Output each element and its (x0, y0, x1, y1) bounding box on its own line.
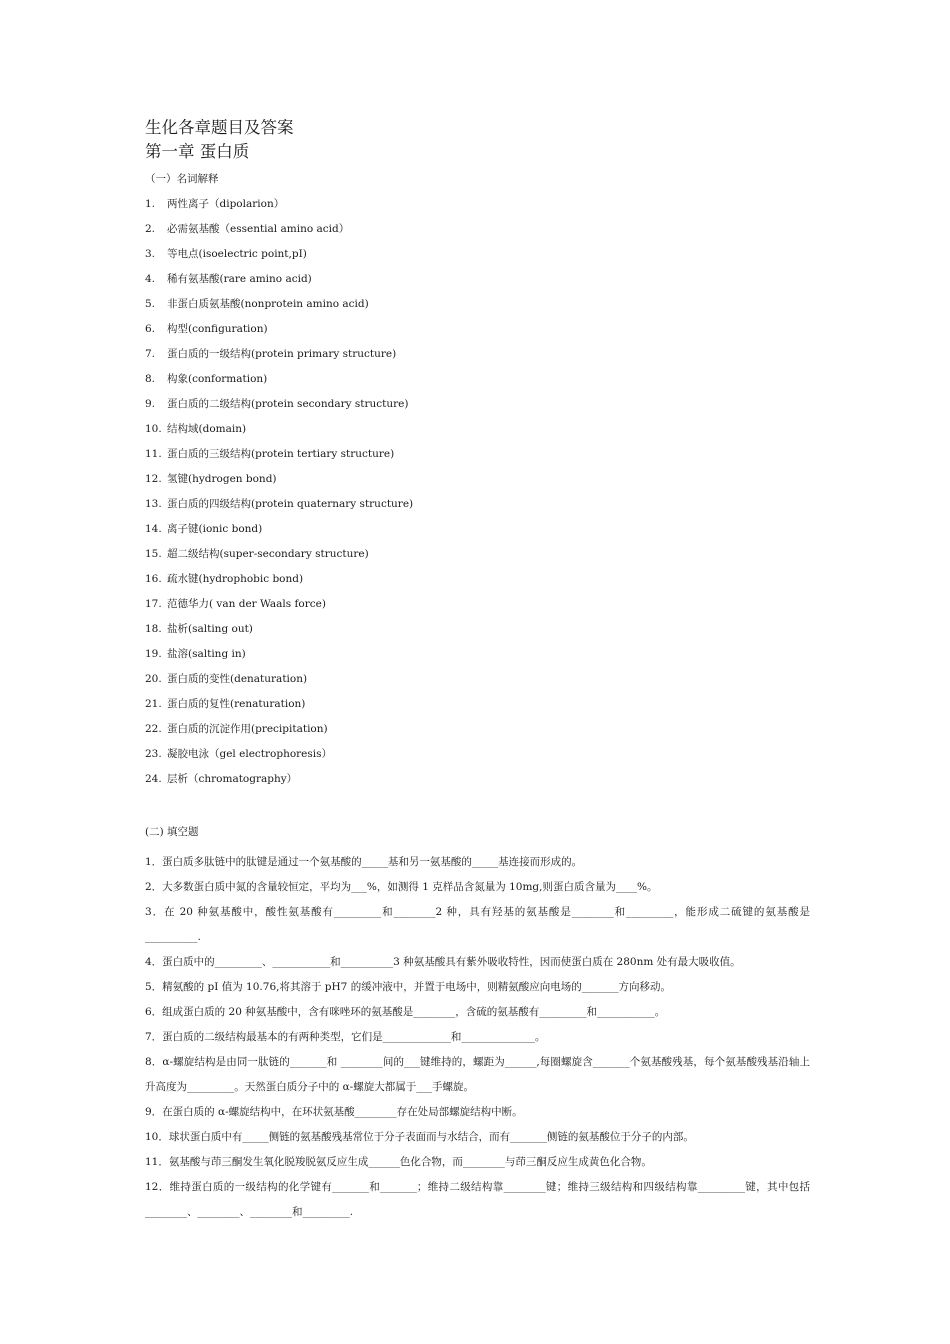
term-number: 4. (145, 273, 156, 285)
fill-in-question-list (145, 850, 810, 1225)
fill-in-question: 5．精氨酸的 pI 值为 10.76,将其溶于 pH7 的缓冲液中，并置于电场中，则精氨酸应向电场的_______方向移动。 (145, 981, 671, 993)
term-number: 1. (145, 198, 156, 210)
term-text: 层析（chromatography） (167, 773, 298, 785)
definition-term-item (145, 372, 810, 397)
definition-term-item (145, 522, 810, 547)
term-text: 蛋白质的复性(renaturation) (167, 698, 306, 710)
term-text: 蛋白质的变性(denaturation) (167, 673, 308, 685)
definition-term-item (145, 197, 810, 222)
term-number: 23. (145, 748, 162, 760)
fill-in-question: 10．球状蛋白质中有_____侧链的氨基酸残基常位于分子表面而与水结合，而有_______侧链的氨基酸位于分子的内部。 (145, 1131, 694, 1143)
definition-term-item (145, 747, 810, 772)
term-text: 蛋白质的三级结构(protein tertiary structure) (167, 448, 395, 460)
term-text: 蛋白质的四级结构(protein quaternary structure) (167, 498, 414, 510)
term-text: 等电点(isoelectric point,pI) (167, 248, 307, 260)
definition-term-item (145, 622, 810, 647)
definition-term-item (145, 347, 810, 372)
section-heading-definitions: （一）名词解释 (145, 173, 219, 185)
fill-in-question: 1．蛋白质多肽链中的肽键是通过一个氨基酸的_____基和另一氨基酸的_____基连接而形成的。 (145, 856, 583, 868)
term-text: 必需氨基酸（essential amino acid） (167, 223, 350, 235)
definition-term-item (145, 647, 810, 672)
term-number: 8. (145, 373, 156, 385)
term-number: 13. (145, 498, 162, 510)
fill-in-question: 8．α-螺旋结构是由同一肽链的_______和 ________间的___键维持的，螺距为______,每圈螺旋含_______个氨基酸残基，每个氨基酸残基沿轴上升高度为_________。天然蛋白质分子中的 α-螺旋大都属于___手螺旋。 (145, 1056, 810, 1093)
term-text: 疏水键(hydrophobic bond) (167, 573, 304, 585)
fill-in-question: 12．维持蛋白质的一级结构的化学键有_______和_______；维持二级结构靠________键；维持三级结构和四级结构靠_________键，其中包括________、________、________和_________. (145, 1181, 810, 1218)
term-number: 20. (145, 673, 162, 685)
term-number: 6. (145, 323, 156, 335)
term-number: 7. (145, 348, 156, 360)
term-text: 凝胶电泳（gel electrophoresis） (167, 748, 333, 760)
term-text: 盐溶(salting in) (167, 648, 246, 660)
definition-term-list (145, 197, 810, 797)
definition-term-item (145, 272, 810, 297)
definition-term-item (145, 722, 810, 747)
document-title: 生化各章题目及答案 (145, 118, 294, 137)
definition-term-item (145, 672, 810, 697)
definition-term-item (145, 447, 810, 472)
definition-term-item (145, 772, 810, 797)
definition-term-item (145, 572, 810, 597)
term-number: 15. (145, 548, 162, 560)
term-number: 16. (145, 573, 162, 585)
definition-term-item (145, 397, 810, 422)
section-heading-fill-in: (二) 填空题 (145, 826, 199, 838)
term-number: 24. (145, 773, 162, 785)
term-number: 10. (145, 423, 162, 435)
term-text: 离子键(ionic bond) (167, 523, 263, 535)
term-text: 非蛋白质氨基酸(nonprotein amino acid) (167, 298, 369, 310)
term-number: 21. (145, 698, 162, 710)
fill-in-question: 4．蛋白质中的_________、___________和__________3 种氨基酸具有紫外吸收特性，因而使蛋白质在 280nm 处有最大吸收值。 (145, 956, 741, 968)
term-number: 11. (145, 448, 162, 460)
term-number: 5. (145, 298, 156, 310)
term-text: 范德华力( van der Waals force) (167, 598, 326, 610)
term-number: 12. (145, 473, 162, 485)
term-text: 蛋白质的一级结构(protein primary structure) (167, 348, 397, 360)
fill-in-question: 2．大多数蛋白质中氮的含量较恒定，平均为___%，如测得 1 克样品含氮量为 10mg,则蛋白质含量为____%。 (145, 881, 658, 893)
definition-term-item (145, 547, 810, 572)
definition-term-item (145, 247, 810, 272)
term-number: 3. (145, 248, 156, 260)
term-number: 18. (145, 623, 162, 635)
fill-in-question: 6．组成蛋白质的 20 种氨基酸中，含有咪唑环的氨基酸是________，含硫的氨基酸有_________和___________。 (145, 1006, 666, 1018)
definition-term-item (145, 297, 810, 322)
term-number: 22. (145, 723, 162, 735)
term-number: 14. (145, 523, 162, 535)
term-text: 两性离子（dipolarion） (167, 198, 285, 210)
fill-in-question: 7．蛋白质的二级结构最基本的有两种类型，它们是_____________和______________。 (145, 1031, 546, 1043)
term-number: 19. (145, 648, 162, 660)
definition-term-item (145, 472, 810, 497)
definition-term-item (145, 597, 810, 622)
term-number: 17. (145, 598, 162, 610)
section-spacer (145, 797, 810, 825)
document-page (145, 116, 810, 1225)
term-text: 构型(configuration) (167, 323, 268, 335)
definition-term-item (145, 422, 810, 447)
term-text: 蛋白质的沉淀作用(precipitation) (167, 723, 328, 735)
chapter-title: 第一章 蛋白质 (145, 142, 250, 161)
definition-term-item (145, 497, 810, 522)
term-text: 稀有氨基酸(rare amino acid) (167, 273, 312, 285)
term-text: 结构域(domain) (167, 423, 247, 435)
fill-in-question: 3．在 20 种氨基酸中，酸性氨基酸有_________和________2 种，具有羟基的氨基酸是________和_________，能形成二硫键的氨基酸是__________. (145, 906, 810, 943)
term-text: 构象(conformation) (167, 373, 268, 385)
definition-term-item (145, 322, 810, 347)
term-number: 9. (145, 398, 156, 410)
definition-term-item (145, 222, 810, 247)
term-number: 2. (145, 223, 156, 235)
term-text: 氢键(hydrogen bond) (167, 473, 277, 485)
definition-term-item (145, 697, 810, 722)
term-text: 超二级结构(super-secondary structure) (167, 548, 369, 560)
fill-in-question: 9．在蛋白质的 α-螺旋结构中，在环状氨基酸________存在处局部螺旋结构中断。 (145, 1106, 523, 1118)
term-text: 蛋白质的二级结构(protein secondary structure) (167, 398, 409, 410)
term-text: 盐析(salting out) (167, 623, 253, 635)
fill-in-question: 11．氨基酸与茚三酮发生氧化脱羧脱氨反应生成______色化合物，而________与茚三酮反应生成黄色化合物。 (145, 1156, 652, 1168)
